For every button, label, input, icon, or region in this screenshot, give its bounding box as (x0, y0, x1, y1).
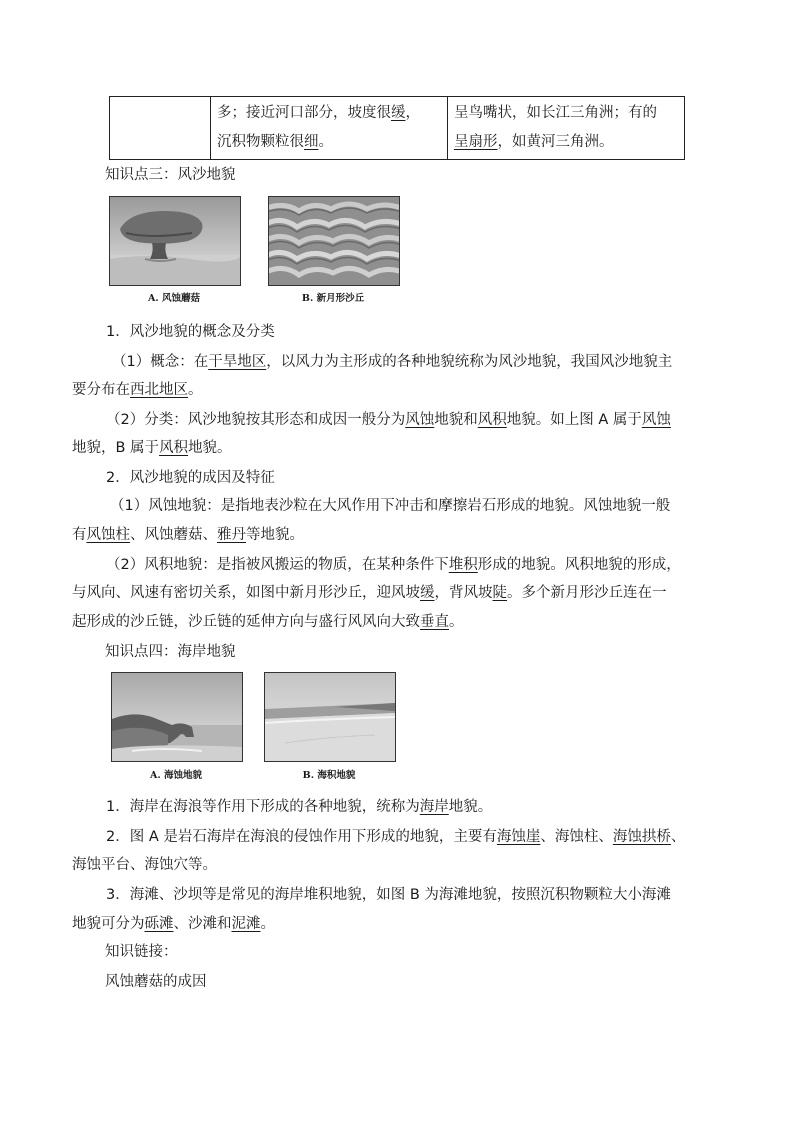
text-run: 、海蚀柱、 (540, 829, 613, 845)
text-run: （2）分类：风沙地貌按其形态和成因一般分为 (106, 412, 406, 428)
section4-line (72, 914, 275, 934)
knowledge-link-heading: 知识链接： (105, 944, 178, 960)
answer-blank: 堆积 (448, 557, 478, 573)
text-run: ， (405, 105, 420, 121)
text-run: （2）风积地貌：是指被风搬运的物质，在某种条件下 (106, 557, 449, 573)
text-run: 1．海岸在海浪等作用下形成的各种地貌，统称为 (106, 799, 420, 815)
text-run: 。 (260, 916, 275, 932)
text-run: ，背风坡 (434, 585, 493, 601)
text-run: 等地貌。 (246, 527, 304, 543)
text-run: 、 (670, 829, 686, 845)
text-run: 地貌可分为 (72, 916, 145, 932)
answer-blank: 泥滩 (231, 916, 261, 932)
section3-line (72, 438, 232, 458)
answer-blank: 海岸 (419, 799, 449, 815)
caption-crescent-dune: B. 新月形沙丘 (301, 293, 365, 304)
section3-line (72, 583, 667, 603)
answer-blank: 呈扇形 (454, 134, 498, 150)
text-run: （1）概念：在 (112, 354, 209, 370)
answer-blank: 海蚀拱桥 (612, 829, 671, 845)
caption-sea-deposition: B. 海积地貌 (302, 770, 356, 781)
section3-line (106, 322, 275, 342)
beach-photo (264, 672, 396, 762)
table-cell-line (217, 128, 441, 157)
answer-blank: 风蚀柱 (86, 527, 130, 543)
text-run: 。 (188, 382, 203, 398)
caption-sea-erosion: A. 海蚀地貌 (150, 770, 202, 781)
landform-table (109, 96, 685, 160)
section4-line (106, 797, 492, 817)
table-cell-line (454, 128, 678, 157)
answer-blank: 雅丹 (217, 527, 246, 543)
table-cell-description (211, 97, 448, 160)
knowledge-link-topic: 风蚀蘑菇的成因 (105, 974, 207, 990)
text-run: 1．风沙地貌的概念及分类 (106, 324, 275, 340)
table-cell-empty (110, 97, 211, 160)
sea-arch-photo (111, 672, 243, 762)
answer-blank: 砾滩 (144, 916, 174, 932)
section3-line (72, 380, 203, 400)
section3-line (112, 352, 672, 372)
text-run: 地貌。 (448, 799, 493, 815)
text-run: 与风向、风速有密切关系，如图中新月形沙丘，迎风坡 (72, 585, 420, 601)
caption-wind-mushroom: A. 风蚀蘑菇 (148, 293, 200, 304)
section3-line (72, 525, 304, 545)
text-run: 呈鸟嘴状，如长江三角洲；有的 (454, 105, 657, 121)
answer-blank: 缓 (391, 105, 406, 121)
section3-line (72, 612, 464, 632)
answer-blank: 垂直 (420, 614, 449, 630)
table-row (110, 97, 685, 160)
answer-blank: 陡 (492, 585, 507, 601)
text-run: 、沙滩和 (173, 916, 232, 932)
text-run: 地貌。如上图 A 属于 (506, 412, 642, 428)
section3-line (106, 468, 275, 488)
text-run: 多；接近河口部分，坡度很 (217, 105, 391, 121)
section4-heading: 知识点四：海岸地貌 (105, 644, 236, 660)
text-run: 2．风沙地貌的成因及特征 (106, 470, 275, 486)
text-run: 地貌，B 属于 (72, 440, 160, 456)
section3-heading: 知识点三：风沙地貌 (105, 167, 236, 183)
answer-blank: 风蚀 (405, 412, 435, 428)
section3-line (106, 410, 671, 430)
table-cell-shape (448, 97, 685, 160)
section4-line (106, 885, 671, 905)
answer-blank: 缓 (420, 585, 435, 601)
text-run: 2．图 A 是岩石海岸在海浪的侵蚀作用下形成的地貌，主要有 (106, 829, 497, 845)
mushroom-rock-photo (109, 196, 241, 286)
text-run: 形成的地貌。风积地貌的形成， (477, 557, 681, 573)
text-run: 。 (449, 614, 464, 630)
crescent-dune-photo (268, 196, 400, 286)
answer-blank: 风积 (159, 440, 189, 456)
text-run: ，以风力为主形成的各种地貌统称为风沙地貌，我国风沙地貌主 (266, 354, 673, 370)
text-run: 沉积物颗粒很 (217, 134, 304, 150)
answer-blank: 海蚀崖 (496, 829, 541, 845)
answer-blank: 细 (304, 134, 319, 150)
text-run: 有 (72, 527, 87, 543)
section3-line (106, 555, 681, 575)
text-run: ，如黄河三角洲。 (497, 134, 614, 150)
text-run: 起形成的沙丘链，沙丘链的延伸方向与盛行风风向大致 (72, 614, 420, 630)
section4-line (106, 827, 685, 847)
table-cell-line (454, 99, 678, 128)
text-run: 地貌和 (434, 412, 478, 428)
text-run: 海蚀平台、海蚀穴等。 (72, 857, 217, 873)
answer-blank: 风蚀 (641, 412, 671, 428)
answer-blank: 风积 (477, 412, 507, 428)
text-run: 。 (318, 134, 333, 150)
text-run: 、风蚀蘑菇、 (130, 527, 217, 543)
text-run: （1）风蚀地貌：是指地表沙粒在大风作用下冲击和摩擦岩石形成的地貌。风蚀地貌一般 (110, 498, 671, 514)
table-cell-line (217, 99, 441, 128)
answer-blank: 西北地区 (130, 382, 188, 398)
text-run: 要分布在 (72, 382, 130, 398)
text-run: 地貌。 (188, 440, 232, 456)
section4-line (72, 855, 217, 875)
answer-blank: 干旱地区 (208, 354, 267, 370)
text-run: 。多个新月形沙丘连在一 (507, 585, 667, 601)
text-run: 3．海滩、沙坝等是常见的海岸堆积地貌，如图 B 为海滩地貌，按照沉积物颗粒大小海滩 (106, 887, 671, 903)
section3-line (110, 496, 670, 516)
